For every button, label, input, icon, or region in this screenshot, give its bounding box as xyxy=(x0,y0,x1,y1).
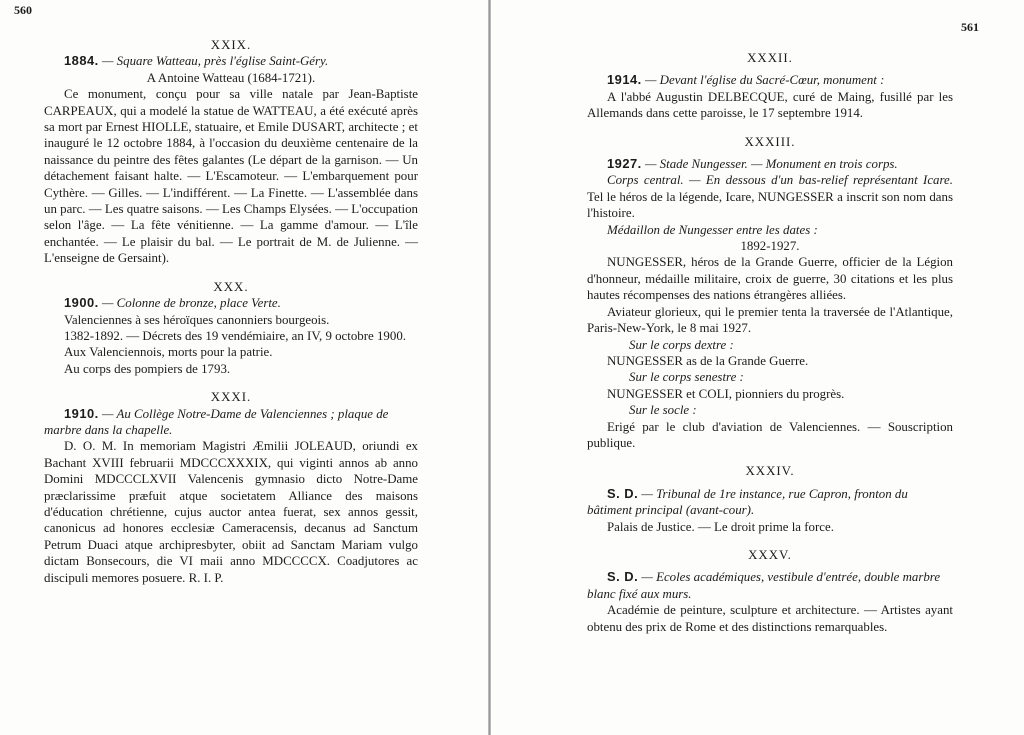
section-heading: XXXIII. xyxy=(744,134,796,149)
section-heading: XXIX. xyxy=(210,38,252,52)
entry-title xyxy=(44,53,418,69)
entry-year: 1884. xyxy=(64,53,99,69)
right-page xyxy=(492,0,1024,735)
entry-year: 1927. xyxy=(607,156,642,172)
inscription-label: Sur le corps senestre : xyxy=(629,370,744,385)
entry-year: 1914. xyxy=(607,72,642,88)
entry-body: Ce monument, conçu pour sa ville natale par Jean-Baptiste CARPEAUX, qui a modelé la statue de WATTEAU, a été exécuté après sa mort par Ernest HIOLLE, statuaire, et Emile DUSART, architecte ; et inauguré le 12 octobre 1884, à l'occasion du deuxième centenaire de la naissance du peintre des fêtes galantes (Le départ de la garnison. — Un détachement faisant halte. — L'Escamoteur. — L'embarquement pour Cythère. — Gilles. — L'indifférent. — La Finette. — L'assemblée dans un parc. — Les quatre saisons. — Les Champs Elysées. — L'occupation selon l'âge. — La fête vénitienne. — La gamme d'amour. — L'île enchantée. — Le plaisir du bal. — Le portrait de M. de Julienne. — L'enseigne de Gersaint). xyxy=(44,87,418,266)
entry-body: Académie de peinture, sculpture et architecture. — Artistes ayant obtenu des prix de Rome et des distinctions remarquables. xyxy=(587,603,953,634)
entry-location: — Colonne de bronze, place Verte. xyxy=(98,296,281,311)
medallion-dates: 1892-1927. xyxy=(740,239,800,254)
section-heading: XXX. xyxy=(213,279,249,294)
entry-body: Palais de Justice. — Le droit prime la force. xyxy=(607,519,834,534)
entry-title xyxy=(587,72,953,88)
medallion-label: Médaillon de Nungesser entre les dates : xyxy=(607,222,818,237)
entry-title xyxy=(44,295,418,311)
entry-location: — Tribunal de 1re instance, rue Capron, fronton du bâtiment principal (avant-cour). xyxy=(587,486,908,518)
section-heading: XXXII. xyxy=(747,51,793,65)
entry-line: Au corps des pompiers de 1793. xyxy=(64,361,231,376)
entry-body xyxy=(587,172,953,221)
entry-line: Valenciennes à ses héroïques canonniers bourgeois. xyxy=(64,312,330,327)
entry-year: S. D. xyxy=(607,485,639,501)
section-heading: XXXIV. xyxy=(745,464,795,479)
entry-title xyxy=(587,569,953,602)
entry-body: Aviateur glorieux, qui le premier tenta la traversée de l'Atlantique, Paris-New-York, le 8 mai 1927. xyxy=(587,304,953,336)
entry-title xyxy=(587,486,953,519)
left-page xyxy=(0,0,488,735)
page-number: 560 xyxy=(14,3,32,17)
entry-location: — Ecoles académiques, vestibule d'entrée, double marbre blanc fixé aux murs. xyxy=(587,570,941,601)
entry-location: — Square Watteau, près l'église Saint-Géry. xyxy=(98,54,329,69)
entry-title xyxy=(587,156,953,172)
entry-year: S. D. xyxy=(607,569,639,585)
entry-location: — Stade Nungesser. — Monument en trois corps. xyxy=(641,157,898,172)
corps-central-label: Corps central. — En dessous d'un bas-relief représentant Icare. xyxy=(607,173,953,188)
entry-body: NUNGESSER, héros de la Grande Guerre, officier de la Légion d'honneur, médaille militaire, croix de guerre, 30 citations et les plus hautes récompenses des nations étrangères alliées. xyxy=(587,255,953,303)
entry-line: Aux Valenciennois, morts pour la patrie. xyxy=(64,345,273,360)
inscription-label: Sur le corps dextre : xyxy=(629,337,734,352)
entry-year: 1910. xyxy=(64,405,99,421)
left-column xyxy=(44,37,418,586)
entry-year: 1900. xyxy=(64,295,99,311)
inscription-label: Sur le socle : xyxy=(629,403,697,418)
section-heading: XXXI. xyxy=(210,390,252,405)
entry-title xyxy=(44,406,418,439)
inscription-text: NUNGESSER et COLI, pionniers du progrès. xyxy=(607,386,845,401)
inscription-text: NUNGESSER as de la Grande Guerre. xyxy=(607,353,809,368)
section-heading: XXXV. xyxy=(748,547,792,562)
entry-line: 1382-1892. — Décrets des 19 vendémiaire, an IV, 9 octobre 1900. xyxy=(64,328,406,343)
entry-body: A l'abbé Augustin DELBECQUE, curé de Maing, fusillé par les Allemands dans cette paroisse, le 17 septembre 1914. xyxy=(587,89,953,121)
page-number: 561 xyxy=(961,20,979,34)
dedication: A Antoine Watteau (1684-1721). xyxy=(146,70,316,85)
right-column xyxy=(587,50,953,635)
book-gutter xyxy=(488,0,491,735)
corps-central-text: Tel le héros de la légende, Icare, NUNGESSER a inscrit son nom dans l'histoire. xyxy=(587,189,953,221)
entry-location: — Devant l'église du Sacré-Cœur, monument : xyxy=(641,73,885,88)
inscription-text: Erigé par le club d'aviation de Valenciennes. — Souscription publique. xyxy=(587,419,953,450)
entry-location: — Au Collège Notre-Dame de Valenciennes ; plaque de marbre dans la chapelle. xyxy=(44,406,389,437)
entry-body: D. O. M. In memoriam Magistri Æmilii JOLEAUD, oriundi ex Bachant XVIII februarii MDCCCXXXIX, qui viginti annos ab anno Domini MDCCCLXVII Valencenis gymnasio dicto Notre-Dame præclarissime præfuit atque societatem Alliance des maisons d'éducation chrétienne, cujus auctor antea fuerat, sex annos gessit, canonicus ad honores ecclesiæ Cameracensis, decanus ad Sanctum Petrum Duaci atque archipresbyter, obiit ad Sanctam Mariam vulgo dictam Bonsecours, die VI maii anno MDCCCCX. Coadjutores ac discipuli memores posuere. R. I. P. xyxy=(44,439,418,585)
